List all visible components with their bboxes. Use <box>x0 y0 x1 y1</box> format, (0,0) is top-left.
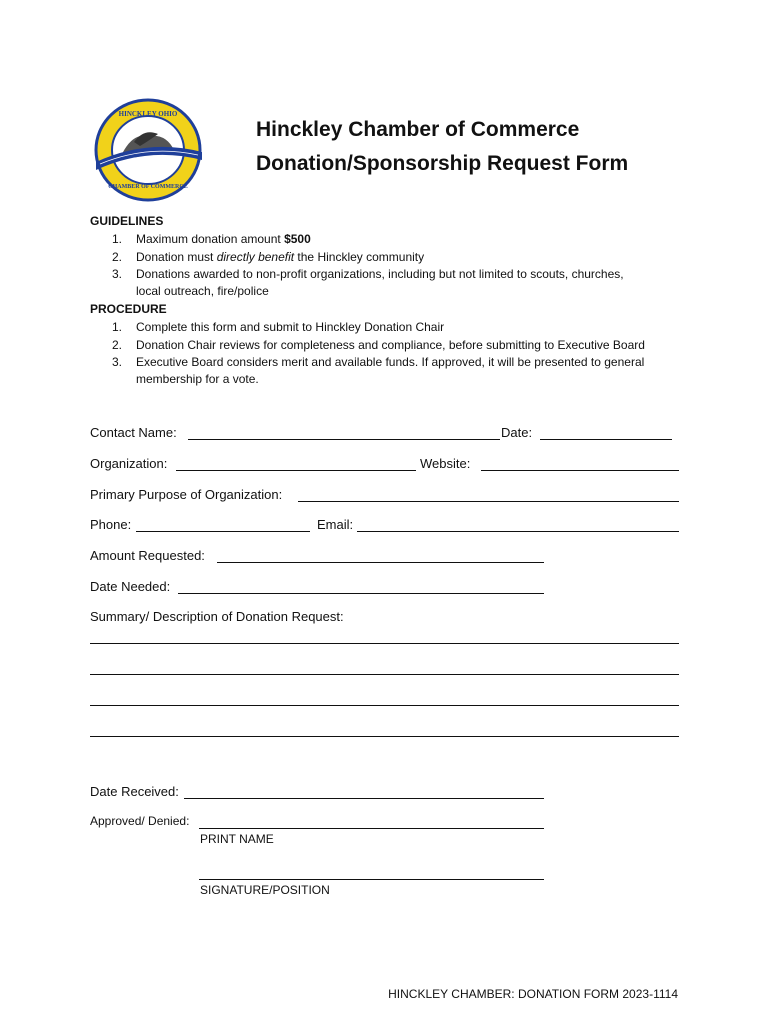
organization-line[interactable] <box>176 470 416 471</box>
guideline-emphasis: directly benefit <box>216 250 295 264</box>
summary-line[interactable] <box>90 705 679 706</box>
signature-position-label: SIGNATURE/POSITION <box>200 883 330 897</box>
procedure-num: 3. <box>112 355 123 369</box>
summary-line[interactable] <box>90 643 679 644</box>
primary-purpose-line[interactable] <box>298 501 679 502</box>
guideline-text: the Hinckley community <box>294 250 425 264</box>
svg-text:HINCKLEY OHIO: HINCKLEY OHIO <box>118 110 178 118</box>
guideline-num: 2. <box>112 250 123 264</box>
chamber-seal-icon <box>88 96 208 204</box>
guideline-item-3-cont: local outreach, fire/police <box>136 284 269 298</box>
procedure-text: Complete this form and submit to Hinckley Donation Chair <box>136 320 445 334</box>
procedure-text: Donation Chair reviews for completeness and compliance, before submitting to Executive Board <box>136 338 645 352</box>
guideline-num: 1. <box>112 232 123 246</box>
svg-text:CHAMBER OF COMMERCE: CHAMBER OF COMMERCE <box>108 184 188 190</box>
website-line[interactable] <box>481 470 679 471</box>
email-label: Email: <box>317 517 354 532</box>
procedure-item-3 <box>112 354 644 371</box>
approved-denied-label: Approved/ Denied: <box>90 814 190 828</box>
max-amount: $500 <box>284 232 311 246</box>
date-received-label: Date Received: <box>90 784 179 799</box>
guideline-num: 3. <box>112 267 123 281</box>
summary-line[interactable] <box>90 674 679 675</box>
date-received-line[interactable] <box>184 798 544 799</box>
amount-requested-line[interactable] <box>217 562 544 563</box>
primary-purpose-label: Primary Purpose of Organization: <box>90 487 283 502</box>
website-label: Website: <box>420 456 471 471</box>
guideline-text: Donation must <box>136 250 217 264</box>
form-title-line1: Hinckley Chamber of Commerce <box>256 118 580 141</box>
date-needed-label: Date Needed: <box>90 579 171 594</box>
procedure-num: 1. <box>112 320 123 334</box>
date-needed-line[interactable] <box>178 593 544 594</box>
contact-name-label: Contact Name: <box>90 425 177 440</box>
date-label: Date: <box>501 425 533 440</box>
procedure-num: 2. <box>112 338 123 352</box>
date-line[interactable] <box>540 439 672 440</box>
form-footer: HINCKLEY CHAMBER: DONATION FORM 2023-1114 <box>388 987 678 1001</box>
guideline-text: Donations awarded to non-profit organizations, including but not limited to scouts, churches, <box>136 267 624 281</box>
summary-line[interactable] <box>90 736 679 737</box>
organization-label: Organization: <box>90 456 168 471</box>
phone-label: Phone: <box>90 517 132 532</box>
amount-requested-label: Amount Requested: <box>90 548 205 563</box>
procedure-text: Executive Board considers merit and available funds. If approved, it will be presented to general <box>136 355 645 369</box>
phone-line[interactable] <box>136 531 310 532</box>
guideline-text: Maximum donation amount <box>136 232 285 246</box>
guideline-item-1 <box>112 231 311 248</box>
approved-denied-line[interactable] <box>199 828 544 829</box>
signature-line[interactable] <box>199 879 544 880</box>
summary-label: Summary/ Description of Donation Request: <box>90 609 344 624</box>
procedure-item-1 <box>112 319 444 336</box>
guideline-item-2 <box>112 249 424 266</box>
email-line[interactable] <box>357 531 679 532</box>
chamber-logo <box>88 96 208 204</box>
procedure-item-2 <box>112 337 645 354</box>
print-name-label: PRINT NAME <box>200 832 274 846</box>
guidelines-heading: GUIDELINES <box>90 214 164 228</box>
contact-name-line[interactable] <box>188 439 500 440</box>
guideline-item-3 <box>112 266 624 283</box>
procedure-item-3-cont: membership for a vote. <box>136 372 259 386</box>
form-title-line2: Donation/Sponsorship Request Form <box>256 152 629 175</box>
procedure-heading: PROCEDURE <box>90 302 167 316</box>
